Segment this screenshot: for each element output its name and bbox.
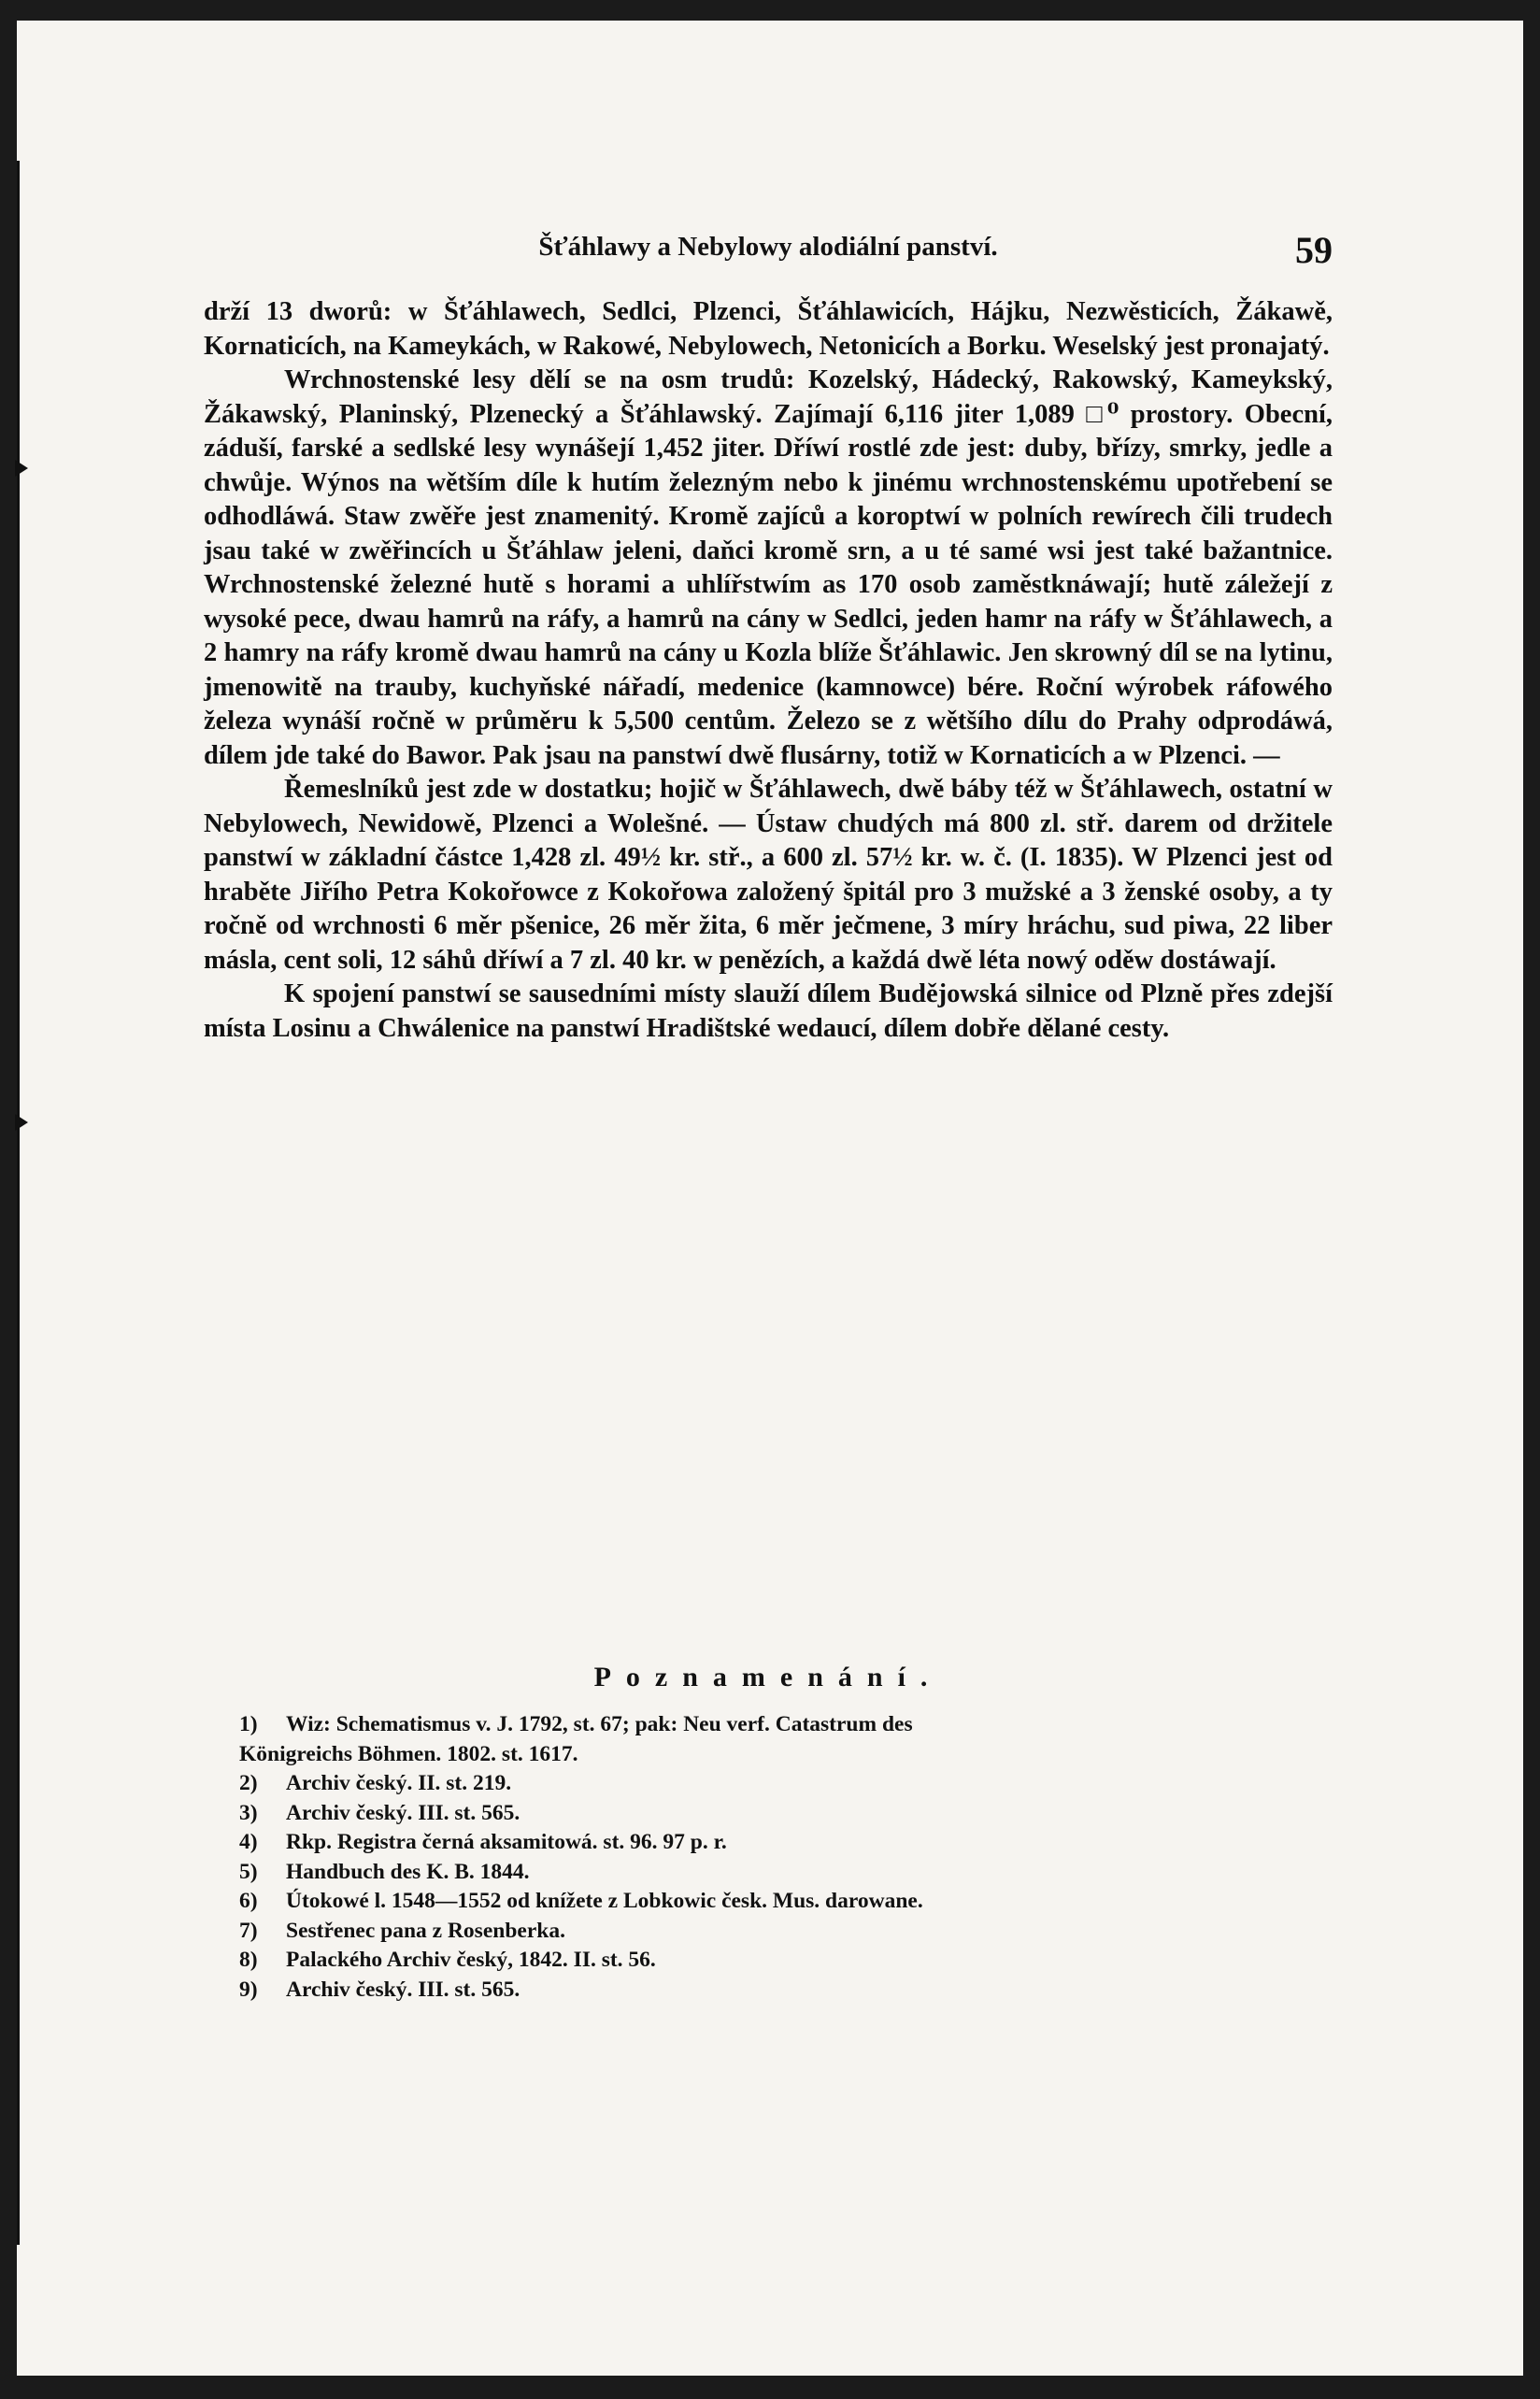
footnote-number: 2): [239, 1771, 258, 1795]
footnote: [239, 1828, 1333, 1858]
footnote: [239, 1769, 1333, 1799]
footnote: [239, 1946, 1333, 1976]
footnote-number: 3): [239, 1800, 258, 1825]
footnote: [239, 1976, 1333, 2006]
footnote-text: Handbuch des K. B. 1844.: [286, 1859, 530, 1884]
running-header: [204, 228, 1333, 273]
footnote-text: Rkp. Registra černá aksamitowá. st. 96. 97 p. r.: [286, 1830, 727, 1854]
paragraph: K spojení panstwí se sausedními místy slauží dílem Budějowská silnice od Plzně přes zdejší místa Losinu a Chwálenice na panstwí Hradištské wedaucí, dílem dobře dělané cesty.: [204, 979, 1333, 1043]
footnote: [239, 1887, 1333, 1917]
footnote-text: Útokowé l. 1548—1552 od knížete z Lobkowic česk. Mus. darowane.: [286, 1889, 923, 1913]
footnote-text: Archiv český. III. st. 565.: [286, 1800, 520, 1825]
footnote-number: 8): [239, 1948, 258, 1972]
footnote-text: Wiz: Schematismus v. J. 1792, st. 67; pak: Neu verf. Catastrum des: [286, 1712, 913, 1736]
footnote-continuation: Königreichs Böhmen. 1802. st. 1617.: [239, 1741, 578, 1766]
main-text: [204, 295, 1333, 1046]
footnote: [239, 1710, 1333, 1740]
paragraph: drží 13 dworů: w Šťáhlawech, Sedlci, Plzenci, Šťáhlawicích, Hájku, Nezwěsticích, Žákawě, Kornaticích, na Kameykách, w Rakowé, Nebylowech, Netonicích a Borku. Weselský jest pronajatý.: [204, 297, 1333, 361]
paragraph: Řemeslníků jest zde w dostatku; hojič w Šťáhlawech, dwě báby též w Šťáhlawech, ostatní w Nebylowech, Newidowě, Plzenci a Wolešné. — Ústaw chudých má 800 zl. stř. darem od držitele panstwí w základní částce 1,428 zl. 49½ kr. stř., a 600 zl. 57½ kr. w. č. (I. 1835). W Plzenci jest od hraběte Jiřího Petra Kokořowce z Kokořowa založený špitál pro 3 mužské a 3 ženské osoby, a ty ročně od wrchnosti 6 měr pšenice, 26 měr žita, 6 měr ječmene, 3 míry hráchu, sud piwa, 22 liber másla, cent soli, 12 sáhů dříwí a 7 zl. 40 kr. w penězích, a každá dwě léta nowý oděw dostáwají.: [204, 775, 1333, 975]
notes-heading: Poznamenání.: [593, 1662, 943, 1692]
footnote: [239, 1917, 1333, 1947]
footnote-number: 1): [239, 1712, 258, 1736]
footnote-text: Archiv český. II. st. 219.: [286, 1771, 512, 1795]
footnote-text: Sestřenec pana z Rosenberka.: [286, 1918, 565, 1943]
footnote-text: Archiv český. III. st. 565.: [286, 1977, 520, 2002]
footnote-number: 9): [239, 1977, 258, 2002]
footnote-number: 7): [239, 1918, 258, 1943]
footnote-number: 4): [239, 1830, 258, 1854]
paragraph: Wrchnostenské lesy dělí se na osm trudů: Kozelský, Hádecký, Rakowský, Kameykský, Žákawský, Planinský, Plzenecký a Šťáhlawský. Zajímají 6,116 jiter 1,089 □⁰ prostory. Obecní, záduší, farské a sedlské lesy wynášejí 1,452 jiter. Dříwí rostlé zde jest: duby, břízy, smrky, jedle a chwůje. Wýnos na wětším díle k hutím železným nebo k jinému wrchnostenskému upotřebení se odhodláwá. Staw zwěře jest znamenitý. Kromě zajíců a koroptwí w polních rewírech čili trudech jsau také w zwěřincích u Šťáhlaw jeleni, daňci kromě srn, a u té samé wsi jest také bažantnice. Wrchnostenské železné hutě s horami a uhlířstwím as 170 osob zaměstknáwají; hutě záležejí z wysoké pece, dwau hamrů na ráfy, a hamrů na cány w Sedlci, jeden hamr na ráfy w Šťáhlawech, a 2 hamry na ráfy kromě dwau hamrů na cány u Kozla blíže Šťáhlawic. Jen skrowný díl se na lytinu, jmenowitě na trauby, kuchyňské nářadí, medenice (kamnowce) bére. Roční wýrobek ráfowého železa wynáší ročně w průměru k 5,500 centům. Železo se z wětšího dílu do Prahy odprodáwá, dílem jde také do Bawor. Pak jsau na panstwí dwě flusárny, totiž w Kornaticích a w Plzenci. —: [204, 365, 1333, 770]
book-page: [17, 21, 1523, 2376]
footnotes: [239, 1710, 1333, 2005]
margin-arrow-mark: [15, 460, 28, 477]
footnote: [239, 1858, 1333, 1888]
footnote: [239, 1799, 1333, 1829]
footnote-number: 6): [239, 1889, 258, 1913]
page-number: 59: [1295, 229, 1333, 271]
margin-arrow-mark: [15, 1114, 28, 1131]
footnote-text: Palackého Archiv český, 1842. II. st. 56.: [286, 1948, 656, 1972]
footnote-number: 5): [239, 1859, 258, 1884]
running-title: Šťáhlawy a Nebylowy alodiální panství.: [538, 232, 998, 262]
